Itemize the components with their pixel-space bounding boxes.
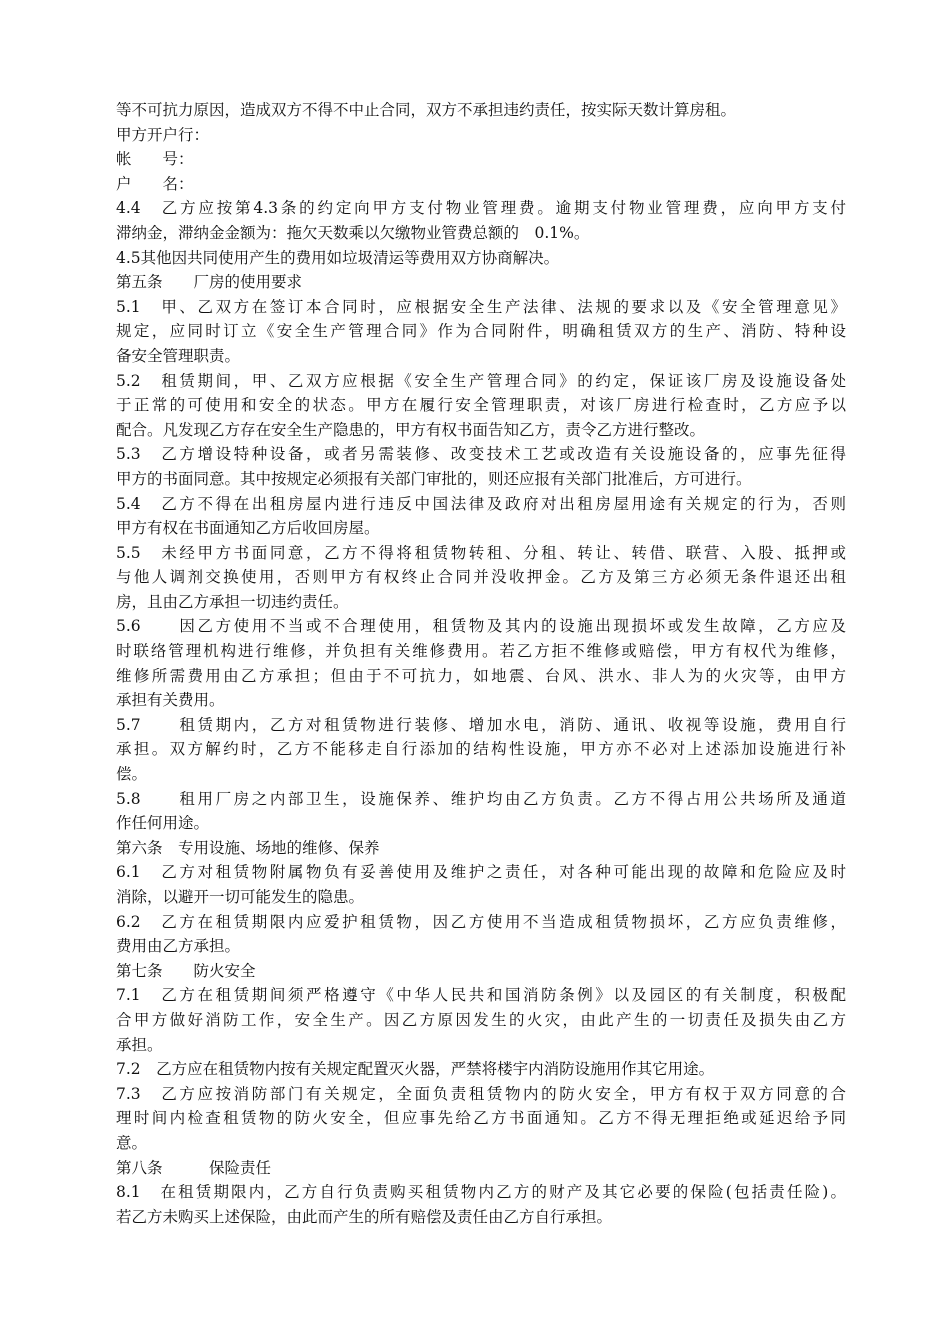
text-line: 合甲方做好消防工作，安全生产。因乙方原因发生的火灾，由此产生的一切责任及损失由乙方 [116,1010,846,1029]
text-line: 费用由乙方承担。 [116,937,241,956]
text-line: 备安全管理职责。 [116,346,241,365]
text-line: 7.2 乙方应在租赁物内按有关规定配置灭火器，严禁将楼宇内消防设施用作其它用途。 [116,1060,715,1079]
text-line: 偿。 [116,765,148,784]
text-line: 甲方开户行： [116,125,210,144]
text-line: 房，且由乙方承担一切违约责任。 [116,592,349,611]
text-line: 5.4 乙方不得在出租房屋内进行违反中国法律及政府对出租房屋用途有关规定的行为，否则 [116,494,846,513]
text-line: 等不可抗力原因，造成双方不得不中止合同，双方不承担违约责任，按实际天数计算房租。 [116,101,737,119]
text-line: 7.3 乙方应按消防部门有关规定，全面负责租赁物内的防火安全，甲方有权于双方同意的合 [116,1084,846,1103]
text-line: 5.8 租用厂房之内部卫生，设施保养、维护均由乙方负责。乙方不得占用公共场所及通道 [116,789,846,808]
text-line: 滞纳金，滞纳金金额为：拖欠天数乘以欠缴物业管费总额的 0.1%。 [116,223,590,242]
text-line: 于正常的可使用和安全的状态。甲方在履行安全管理职责，对该厂房进行检查时，乙方应予以 [116,396,846,415]
text-line: 时联络管理机构进行维修，并负担有关维修费用。若乙方拒不维修或赔偿，甲方有权代为维修， [116,642,846,661]
text-line: 6.2 乙方在租赁期限内应爱护租赁物，因乙方使用不当造成租赁物损坏，乙方应负责维修， [116,912,846,931]
text-line: 第七条 防火安全 [116,961,256,980]
text-line: 作任何用途。 [116,814,210,833]
text-line: 承担有关费用。 [116,691,225,710]
text-line: 维修所需费用由乙方承担；但由于不可抗力，如地震、台风、洪水、非人为的火灾等，由甲方 [116,666,846,685]
text-line: 7.1 乙方在租赁期间须严格遵守《中华人民共和国消防条例》以及园区的有关制度，积极配 [116,986,846,1005]
text-line: 5.5 未经甲方书面同意，乙方不得将租赁物转租、分租、转让、转借、联营、入股、抵押或 [116,543,846,562]
text-line: 第六条 专用设施、场地的维修、保养 [116,838,380,857]
text-line: 承担。双方解约时，乙方不能移走自行添加的结构性设施，甲方亦不必对上述添加设施进行补 [116,740,846,759]
text-line: 配合。凡发现乙方存在安全生产隐患的，甲方有权书面告知乙方，责令乙方进行整改。 [116,420,706,439]
text-line: 第五条 厂房的使用要求 [116,273,303,292]
text-line: 4.5其他因共同使用产生的费用如垃圾清运等费用双方协商解决。 [116,248,560,267]
text-line: 与他人调剂交换使用，否则甲方有权终止合同并没收押金。乙方及第三方必须无条件退还出租 [116,568,846,587]
text-line: 4.4 乙方应按第4.3条的约定向甲方支付物业管理费。逾期支付物业管理费，应向甲方支付 [116,199,846,218]
text-line: 意。 [116,1133,148,1152]
text-line: 第八条 保险责任 [116,1158,272,1177]
text-line: 5.7 租赁期内，乙方对租赁物进行装修、增加水电，消防、通讯、收视等设施，费用自行 [116,715,846,734]
text-line: 承担。 [116,1035,163,1054]
text-line: 若乙方未购买上述保险，由此而产生的所有赔偿及责任由乙方自行承担。 [116,1207,613,1226]
text-line: 5.1 甲、乙双方在签订本合同时，应根据安全生产法律、法规的要求以及《安全管理意见》 [116,297,846,316]
text-line: 户 名： [116,174,194,193]
text-line: 帐 号： [116,150,194,169]
text-line: 理时间内检查租赁物的防火安全，但应事先给乙方书面通知。乙方不得无理拒绝或延迟给予同 [116,1109,846,1128]
text-line: 5.6 因乙方使用不当或不合理使用，租赁物及其内的设施出现损坏或发生故障，乙方应及 [116,617,846,636]
text-line: 5.3 乙方增设特种设备，或者另需装修、改变技术工艺或改造有关设施设备的，应事先征得 [116,445,846,464]
text-line: 甲方有权在书面通知乙方后收回房屋。 [116,519,380,538]
text-line: 甲方的书面同意。其中按规定必须报有关部门审批的，则还应报有关部门批准后，方可进行。 [116,469,752,488]
text-line: 6.1 乙方对租赁物附属物负有妥善使用及维护之责任，对各种可能出现的故障和危险应及时 [116,863,846,882]
document-body [116,98,846,1229]
text-line: 规定，应同时订立《安全生产管理合同》作为合同附件，明确租赁双方的生产、消防、特种设 [116,322,846,341]
text-line: 消除，以避开一切可能发生的隐患。 [116,888,365,906]
text-line: 8.1 在租赁期限内，乙方自行负责购买租赁物内乙方的财产及其它必要的保险(包括责任险)。 [116,1183,846,1202]
text-line: 5.2 租赁期间，甲、乙双方应根据《安全生产管理合同》的约定，保证该厂房及设施设备处 [116,371,846,390]
